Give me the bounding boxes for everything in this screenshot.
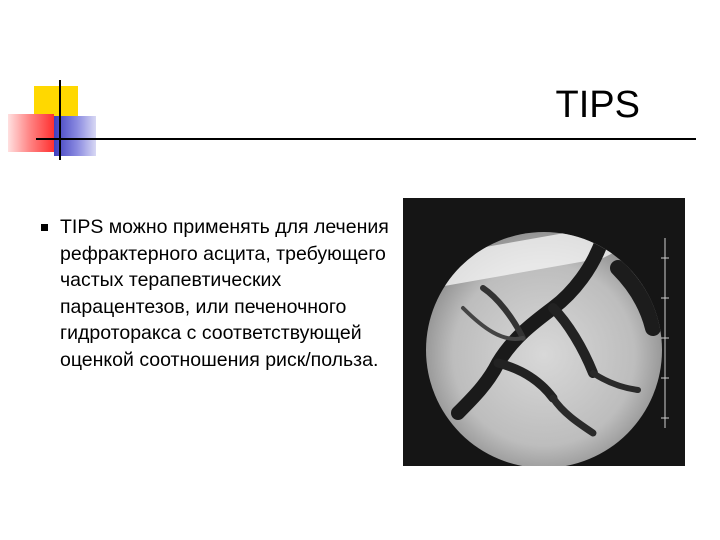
title-underline xyxy=(36,138,696,140)
slide-title: TIPS xyxy=(555,84,640,126)
xray-image xyxy=(403,198,685,466)
bullet-marker xyxy=(41,224,48,231)
logo-vertical-line xyxy=(59,80,61,160)
logo-red-square xyxy=(8,114,54,152)
bullet-text: TIPS можно применять для лечения рефрактерного асцита, требующего частых терапевтических парацентезов, или печеночного гидроторакса с соответствующей оценкой соотношения риск/польза. xyxy=(60,216,389,371)
